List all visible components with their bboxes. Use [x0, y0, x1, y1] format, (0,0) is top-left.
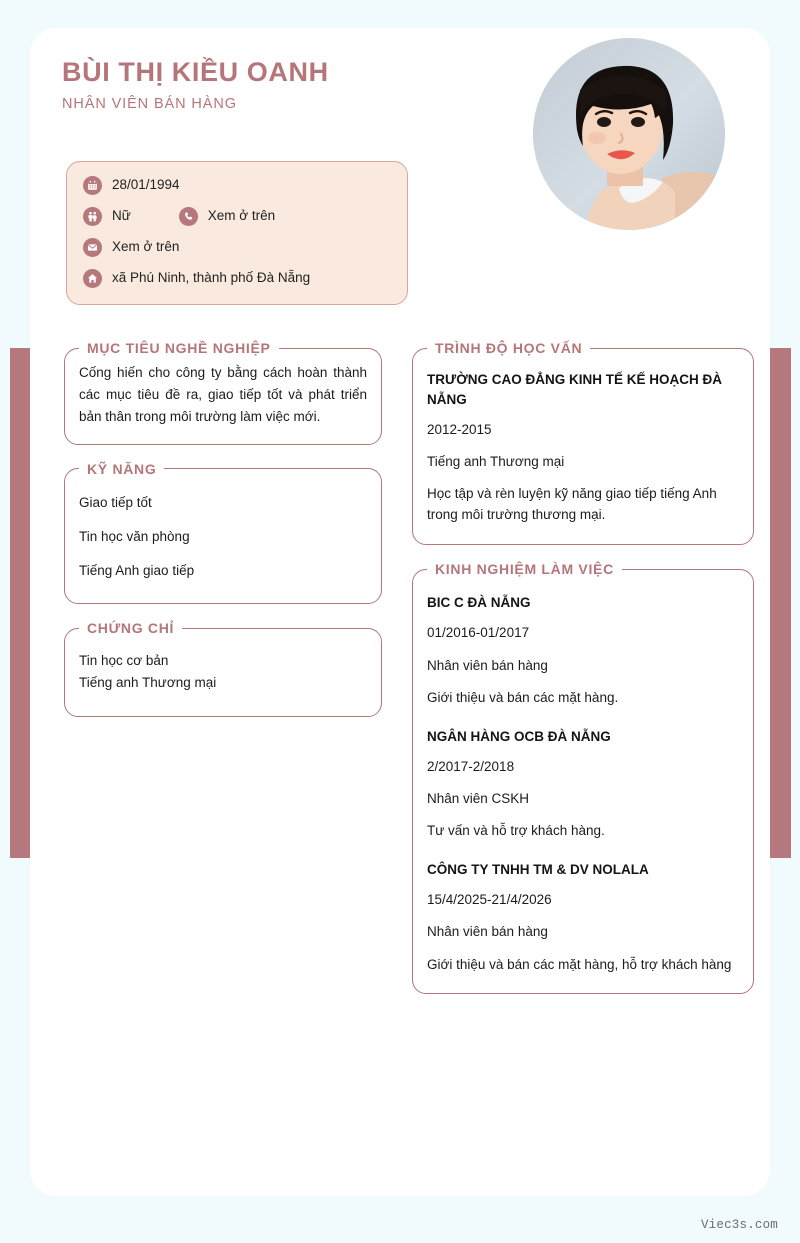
birthday-value: 28/01/1994 — [112, 177, 180, 193]
contact-row-gender-phone — [83, 207, 391, 226]
address-value: xã Phú Ninh, thành phố Đà Nẵng — [112, 270, 311, 286]
experience-description: Tư vấn và hỗ trợ khách hàng. — [427, 823, 605, 839]
experience-entry — [427, 727, 739, 842]
experience-description: Giới thiệu và bán các mặt hàng, hỗ trợ khách hàng — [427, 956, 732, 972]
cv-card — [30, 28, 770, 1196]
list-item: Tin học cơ bản — [79, 653, 169, 669]
decorative-bar-right — [769, 348, 791, 858]
contact-phone — [179, 207, 275, 226]
list-item: Giao tiếp tốt — [79, 494, 152, 510]
job-title: NHÂN VIÊN BÁN HÀNG — [62, 95, 237, 112]
contact-row-address — [83, 269, 391, 288]
contact-row-birthday — [83, 176, 391, 195]
gender-value: Nữ — [112, 208, 131, 224]
experience-company: NGÂN HÀNG OCB ĐÀ NẴNG — [427, 728, 611, 744]
section-experience — [412, 561, 754, 994]
education-major: Tiếng anh Thương mại — [427, 454, 565, 470]
experience-period: 15/4/2025-21/4/2026 — [427, 892, 552, 908]
contact-row-email — [83, 238, 391, 257]
phone-icon — [179, 207, 198, 226]
list-item: Tiếng anh Thương mại — [79, 675, 217, 691]
experience-role: Nhân viên bán hàng — [427, 924, 548, 940]
experience-role: Nhân viên bán hàng — [427, 657, 548, 673]
profile-photo-icon — [533, 38, 725, 230]
section-title-education: TRÌNH ĐỘ HỌC VẤN — [435, 340, 583, 356]
gender-icon — [83, 207, 102, 226]
avatar — [533, 38, 725, 230]
experience-entry — [427, 593, 739, 708]
decorative-bar-left — [10, 348, 32, 858]
list-item: Tiếng Anh giao tiếp — [79, 563, 195, 579]
section-title-skills: KỸ NĂNG — [87, 460, 157, 477]
experience-role: Nhân viên CSKH — [427, 790, 530, 806]
education-description: Học tập và rèn luyện kỹ năng giao tiếp tiếng Anh trong môi trường thương mại. — [427, 486, 717, 523]
section-title-certificates: CHỨNG CHỈ — [87, 620, 175, 637]
section-title-objective: MỤC TIÊU NGHỀ NGHIỆP — [87, 340, 271, 356]
header — [62, 58, 532, 112]
contact-box — [66, 161, 408, 305]
section-education — [412, 340, 754, 545]
experience-company: CÔNG TY TNHH TM & DV NOLALA — [427, 862, 649, 878]
list-item: Tin học văn phòng — [79, 528, 190, 544]
calendar-icon — [83, 176, 102, 195]
experience-period: 2/2017-2/2018 — [427, 758, 515, 774]
page-title: BÙI THỊ KIỀU OANH — [62, 57, 329, 87]
phone-value: Xem ở trên — [207, 208, 276, 224]
experience-description: Giới thiệu và bán các mặt hàng. — [427, 689, 619, 705]
envelope-icon — [83, 238, 102, 257]
email-value: Xem ở trên — [112, 239, 180, 255]
education-period: 2012-2015 — [427, 421, 492, 437]
left-column — [64, 340, 382, 733]
experience-entry — [427, 860, 739, 975]
education-entry — [427, 370, 739, 526]
right-column — [412, 340, 754, 1010]
objective-text: Cống hiến cho công ty bằng cách hoàn thành các mục tiêu đề ra, giao tiếp tốt và phát triển bản thân trong môi trường làm việc mới. — [79, 365, 367, 424]
section-certificates — [64, 620, 382, 717]
education-school: TRƯỜNG CAO ĐẲNG KINH TẾ KẾ HOẠCH ĐÀ NẴNG — [427, 372, 722, 407]
home-icon — [83, 269, 102, 288]
section-objective — [64, 340, 382, 445]
experience-period: 01/2016-01/2017 — [427, 625, 530, 641]
section-title-experience: KINH NGHIỆM LÀM VIỆC — [435, 561, 614, 578]
experience-company: BIC C ĐÀ NẴNG — [427, 595, 531, 611]
section-skills — [64, 461, 382, 605]
watermark: Viec3s.com — [700, 1218, 778, 1232]
contact-gender — [83, 207, 131, 226]
